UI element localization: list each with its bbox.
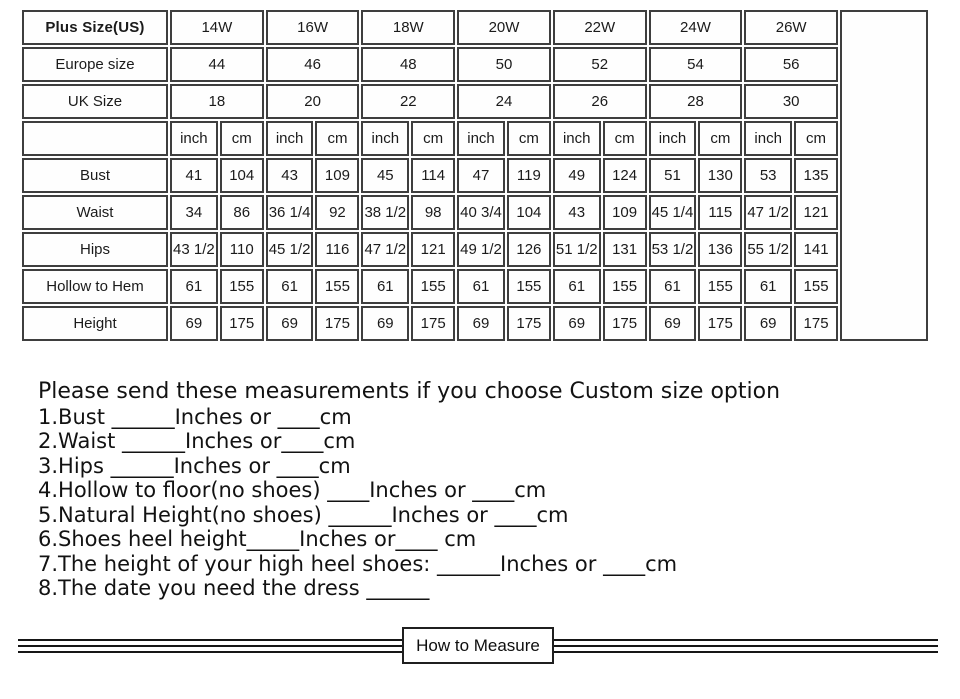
measurement-cell: 175	[507, 306, 551, 341]
size-cell: 26W	[744, 10, 838, 45]
custom-size-note-line: 2.Waist ______Inches or____cm	[38, 429, 356, 453]
measurement-cell: 175	[411, 306, 455, 341]
size-cell: 50	[457, 47, 551, 82]
size-cell: 22W	[553, 10, 647, 45]
size-cell: 22	[361, 84, 455, 119]
row-label-cell: UK Size	[22, 84, 168, 119]
measurement-cell: 98	[411, 195, 455, 230]
measurement-cell: 47	[457, 158, 505, 193]
size-cell: 26	[553, 84, 647, 119]
size-cell: 28	[649, 84, 743, 119]
unit-cell: inch	[170, 121, 218, 156]
unit-cell: cm	[411, 121, 455, 156]
size-chart-table	[20, 8, 930, 343]
size-cell: 20W	[457, 10, 551, 45]
table-row	[22, 47, 928, 82]
measurement-cell: 175	[794, 306, 838, 341]
size-cell: 44	[170, 47, 264, 82]
custom-size-note-line: 8.The date you need the dress ______	[38, 576, 430, 600]
measurement-cell: 49 1/2	[457, 232, 505, 267]
measurement-cell: 45	[361, 158, 409, 193]
measurement-cell: 121	[794, 195, 838, 230]
size-cell: 56	[744, 47, 838, 82]
measurement-cell: 69	[553, 306, 601, 341]
measurement-cell: 131	[603, 232, 647, 267]
row-label-cell: Hollow to Hem	[22, 269, 168, 304]
measurement-cell: 69	[266, 306, 314, 341]
unit-cell: cm	[698, 121, 742, 156]
custom-size-note-line: 6.Shoes heel height_____Inches or____ cm	[38, 527, 477, 551]
measurement-cell: 40 3/4	[457, 195, 505, 230]
measurement-cell: 61	[266, 269, 314, 304]
custom-size-note-line: 7.The height of your high heel shoes: ______Inches or ____cm	[38, 551, 678, 576]
measurement-cell: 109	[603, 195, 647, 230]
measurement-cell: 135	[794, 158, 838, 193]
measurement-cell: 155	[411, 269, 455, 304]
custom-size-note-line: 5.Natural Height(no shoes) ______Inches or ____cm	[38, 502, 569, 527]
measurement-cell: 104	[220, 158, 264, 193]
measurement-cell: 175	[220, 306, 264, 341]
measurement-cell: 175	[698, 306, 742, 341]
measurement-cell: 53 1/2	[649, 232, 697, 267]
size-cell: 24W	[649, 10, 743, 45]
measurement-cell: 175	[603, 306, 647, 341]
custom-size-note-title: Please send these measurements if you choose Custom size option	[38, 379, 781, 404]
empty-spacer-cell	[840, 10, 928, 341]
size-cell: 48	[361, 47, 455, 82]
measurement-cell: 110	[220, 232, 264, 267]
measurement-cell: 43	[553, 195, 601, 230]
measurement-cell: 69	[649, 306, 697, 341]
unit-cell: cm	[794, 121, 838, 156]
measurement-cell: 155	[603, 269, 647, 304]
measurement-cell: 155	[220, 269, 264, 304]
measurement-cell: 38 1/2	[361, 195, 409, 230]
measurement-cell: 61	[457, 269, 505, 304]
measurement-cell: 41	[170, 158, 218, 193]
table-row	[22, 306, 928, 341]
size-chart	[20, 8, 930, 343]
row-label-cell	[22, 121, 168, 156]
custom-size-note-line: 4.Hollow to floor(no shoes) ____Inches or ____cm	[38, 478, 547, 502]
custom-size-note-line: 1.Bust ______Inches or ____cm	[38, 404, 352, 429]
unit-cell: inch	[266, 121, 314, 156]
measurement-cell: 49	[553, 158, 601, 193]
measurement-cell: 69	[361, 306, 409, 341]
unit-cell: cm	[315, 121, 359, 156]
measurement-cell: 36 1/4	[266, 195, 314, 230]
measurement-cell: 61	[649, 269, 697, 304]
measurement-cell: 155	[315, 269, 359, 304]
measurement-cell: 104	[507, 195, 551, 230]
table-row	[22, 269, 928, 304]
row-label-cell: Plus Size(US)	[22, 10, 168, 45]
measurement-cell: 34	[170, 195, 218, 230]
measurement-cell: 43	[266, 158, 314, 193]
custom-size-note	[38, 380, 918, 601]
unit-cell: cm	[220, 121, 264, 156]
measurement-cell: 92	[315, 195, 359, 230]
measurement-cell: 47 1/2	[361, 232, 409, 267]
custom-size-note-line: 3.Hips ______Inches or ____cm	[38, 453, 351, 478]
table-row	[22, 158, 928, 193]
size-cell: 52	[553, 47, 647, 82]
measurement-cell: 124	[603, 158, 647, 193]
bottom-separator	[18, 627, 938, 665]
size-cell: 18W	[361, 10, 455, 45]
unit-cell: inch	[744, 121, 792, 156]
measurement-cell: 47 1/2	[744, 195, 792, 230]
measurement-cell: 51 1/2	[553, 232, 601, 267]
measurement-cell: 155	[507, 269, 551, 304]
measurement-cell: 43 1/2	[170, 232, 218, 267]
size-cell: 18	[170, 84, 264, 119]
measurement-cell: 61	[170, 269, 218, 304]
measurement-cell: 109	[315, 158, 359, 193]
measurement-cell: 119	[507, 158, 551, 193]
measurement-cell: 51	[649, 158, 697, 193]
size-cell: 54	[649, 47, 743, 82]
size-cell: 16W	[266, 10, 360, 45]
row-label-cell: Waist	[22, 195, 168, 230]
measurement-cell: 69	[170, 306, 218, 341]
size-cell: 46	[266, 47, 360, 82]
measurement-cell: 175	[315, 306, 359, 341]
measurement-cell: 130	[698, 158, 742, 193]
unit-cell: inch	[553, 121, 601, 156]
unit-cell: inch	[361, 121, 409, 156]
table-row	[22, 10, 928, 45]
row-label-cell: Hips	[22, 232, 168, 267]
row-label-cell: Height	[22, 306, 168, 341]
unit-cell: cm	[507, 121, 551, 156]
measurement-cell: 114	[411, 158, 455, 193]
unit-cell: cm	[603, 121, 647, 156]
measurement-cell: 55 1/2	[744, 232, 792, 267]
size-cell: 14W	[170, 10, 264, 45]
measurement-cell: 45 1/2	[266, 232, 314, 267]
measurement-cell: 45 1/4	[649, 195, 697, 230]
measurement-cell: 126	[507, 232, 551, 267]
measurement-cell: 141	[794, 232, 838, 267]
table-row	[22, 84, 928, 119]
row-label-cell: Europe size	[22, 47, 168, 82]
how-to-measure-button[interactable]	[402, 627, 554, 664]
table-row	[22, 121, 928, 156]
measurement-cell: 61	[553, 269, 601, 304]
measurement-cell: 121	[411, 232, 455, 267]
measurement-cell: 155	[698, 269, 742, 304]
unit-cell: inch	[649, 121, 697, 156]
unit-cell: inch	[457, 121, 505, 156]
row-label-cell: Bust	[22, 158, 168, 193]
measurement-cell: 115	[698, 195, 742, 230]
measurement-cell: 61	[361, 269, 409, 304]
size-cell: 30	[744, 84, 838, 119]
custom-size-note-lines	[38, 405, 918, 601]
size-chart-body	[22, 10, 928, 341]
table-row	[22, 195, 928, 230]
measurement-cell: 69	[457, 306, 505, 341]
measurement-cell: 61	[744, 269, 792, 304]
measurement-cell: 53	[744, 158, 792, 193]
measurement-cell: 116	[315, 232, 359, 267]
measurement-cell: 136	[698, 232, 742, 267]
how-to-measure-label: How to Measure	[416, 635, 540, 655]
size-cell: 24	[457, 84, 551, 119]
measurement-cell: 86	[220, 195, 264, 230]
measurement-cell: 69	[744, 306, 792, 341]
size-cell: 20	[266, 84, 360, 119]
measurement-cell: 155	[794, 269, 838, 304]
table-row	[22, 232, 928, 267]
